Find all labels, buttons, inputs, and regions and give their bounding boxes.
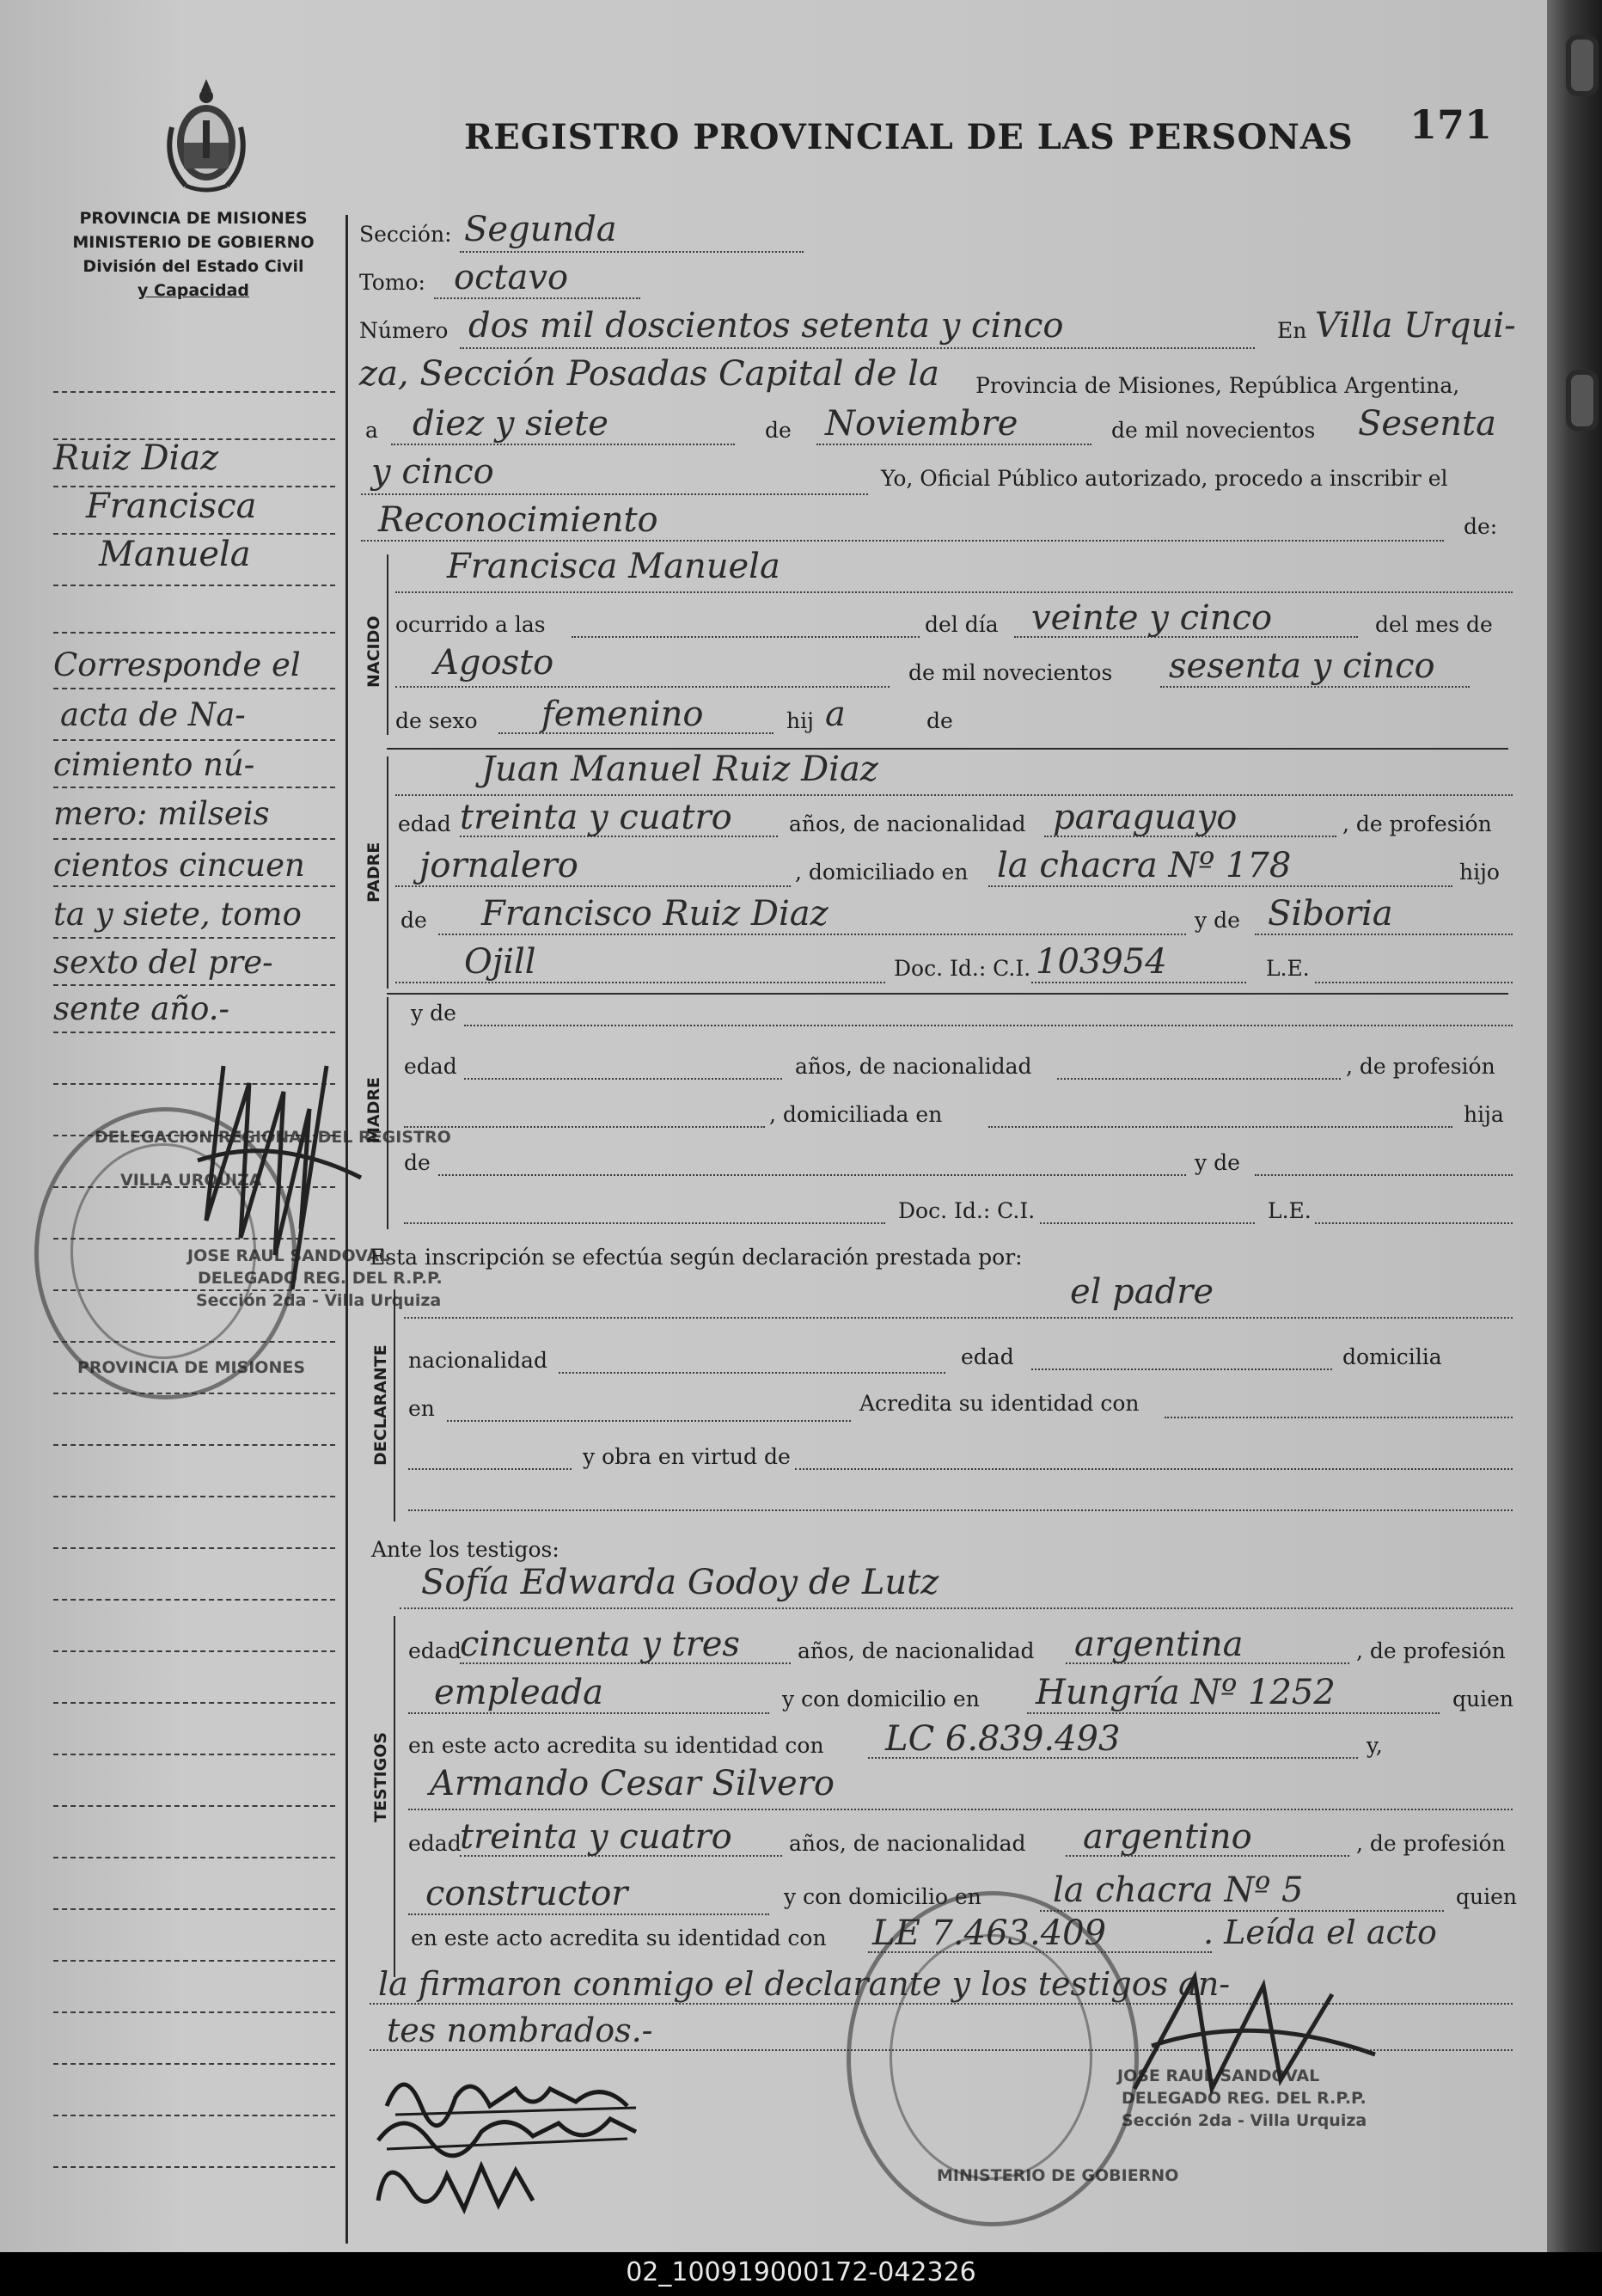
numero-label: Número (359, 318, 449, 343)
dotted-line (404, 1317, 1513, 1319)
official-stamp-title: DELEGADO REG. DEL R.P.P. (198, 1269, 443, 1288)
dotted-line (391, 444, 735, 445)
ministry-division: División del Estado Civil (83, 257, 304, 276)
madre-domiciliada-label: , domiciliada en (769, 1102, 943, 1127)
binder-ring (1566, 370, 1599, 432)
father-address-value: la chacra Nº 178 (997, 846, 1292, 885)
dotted-line (395, 982, 885, 983)
margin-rule (53, 585, 335, 586)
en-value: Villa Urqui- (1315, 306, 1516, 346)
dotted-line (447, 1420, 851, 1422)
madre-profesion-label: , de profesión (1346, 1054, 1495, 1079)
de-label: de (765, 418, 792, 443)
dotted-line (438, 1174, 1186, 1176)
ministry-province: PROVINCIA DE MISIONES (79, 209, 308, 228)
madre-de-label: de (404, 1150, 431, 1175)
margin-rule (53, 1805, 335, 1807)
padre-doc-label: Doc. Id.: C.I. (894, 956, 1031, 981)
paternal-grandfather-value: Francisco Ruiz Diaz (481, 894, 829, 934)
en-label: En (1277, 318, 1307, 343)
section-border (394, 1616, 395, 1977)
year-value: Sesenta (1358, 404, 1496, 444)
margin-note-line: sexto del pre- (53, 944, 273, 981)
margin-note-line: sente año.- (53, 990, 230, 1027)
padre-hijo-label: hijo (1459, 860, 1500, 885)
dotted-line (1040, 1910, 1444, 1912)
margin-rule (53, 2115, 335, 2116)
child-name: Francisca Manuela (447, 547, 780, 586)
dotted-line (395, 591, 1513, 593)
father-name: Juan Manuel Ruiz Diaz (481, 750, 878, 789)
dotted-line (1031, 1368, 1332, 1370)
binder-spine (1547, 0, 1602, 2252)
dotted-line (1165, 1417, 1513, 1418)
tomo-value: octavo (454, 258, 569, 297)
dotted-line (1315, 982, 1513, 983)
margin-rule (53, 391, 335, 393)
margin-note-line: ta y siete, tomo (53, 896, 302, 933)
dotted-line (408, 1809, 1513, 1810)
declarante-nacionalidad-label: nacionalidad (408, 1348, 547, 1373)
birth-year-prefix: de mil novecientos (908, 660, 1113, 685)
margin-rule (53, 1857, 335, 1858)
del-mes-label: del mes de (1375, 612, 1493, 637)
w2-domicilio-label: y con domicilio en (784, 1884, 981, 1909)
seccion-label: Sección: (359, 222, 452, 247)
birth-year-value: sesenta y cinco (1169, 646, 1435, 686)
w2-edad-label: edad (408, 1831, 462, 1856)
dotted-line (460, 1662, 791, 1664)
officer-text: Yo, Oficial Público autorizado, procedo a inscribir el (881, 466, 1448, 491)
witness2-age-value: treinta y cuatro (460, 1817, 732, 1857)
declarante-acredita-label: Acredita su identidad con (859, 1391, 1140, 1416)
section-border (387, 756, 388, 989)
w2-acredita-label: en este acto acredita su identidad con (411, 1926, 827, 1950)
section-border (387, 554, 388, 735)
dotted-line (464, 1025, 1513, 1026)
margin-name-line: Francisca (86, 487, 257, 526)
witness1-address-value: Hungría Nº 1252 (1036, 1673, 1336, 1712)
witness1-age-value: cincuenta y tres (460, 1625, 740, 1664)
ministry-block (47, 206, 339, 303)
declarant-value: el padre (1070, 1272, 1214, 1312)
dotted-line (1014, 636, 1358, 638)
father-nationality-value: paraguayo (1053, 798, 1238, 837)
margin-rule (53, 1650, 335, 1652)
margin-rule (53, 1754, 335, 1755)
dotted-line (1027, 1712, 1440, 1714)
margin-rule (53, 1444, 335, 1446)
w1-quien-label: quien (1452, 1687, 1513, 1711)
tomo-label: Tomo: (359, 270, 425, 295)
margin-rule (53, 885, 335, 887)
dotted-line (395, 885, 791, 887)
margin-rule (53, 838, 335, 840)
madre-hija-label: hija (1464, 1102, 1504, 1127)
testigos-intro: Ante los testigos: (371, 1537, 559, 1562)
witness1-nationality-value: argentina (1074, 1625, 1244, 1664)
margin-note-line: Corresponde el (53, 646, 301, 683)
dotted-line (395, 686, 890, 688)
official-stamp-name: JOSE RAUL SANDOVAL (1117, 2066, 1320, 2085)
closing-text-1: . Leída el acto (1203, 1913, 1437, 1951)
ministry-name: MINISTERIO DE GOBIERNO (72, 233, 315, 252)
margin-rule (53, 1908, 335, 1910)
registry-title: REGISTRO PROVINCIAL DE LAS PERSONAS (464, 117, 1354, 157)
margin-note-line: cimiento nú- (53, 746, 255, 783)
margin-rule (53, 937, 335, 939)
margin-name-line: Ruiz Diaz (53, 438, 219, 478)
dotted-line (464, 1078, 782, 1080)
page-number: 171 (1409, 101, 1493, 148)
place-value: za, Sección Posadas Capital de la (359, 354, 939, 394)
seal-text: PROVINCIA DE MISIONES (77, 1358, 306, 1377)
dotted-line (1057, 1078, 1341, 1080)
dotted-line (408, 1468, 572, 1470)
declarante-intro: Esta inscripción se efectúa según declaración prestada por: (370, 1245, 1023, 1270)
w2-profesion-label: , de profesión (1356, 1831, 1506, 1856)
margin-rule (53, 1599, 335, 1601)
w1-y-label: y, (1367, 1733, 1383, 1758)
section-divider (387, 993, 1508, 995)
paternal-grandmother-value: Siboria (1268, 894, 1393, 934)
del-dia-label: del día (925, 612, 999, 637)
dotted-line (438, 934, 1186, 935)
margin-rule (53, 1702, 335, 1704)
w1-acredita-label: en este acto acredita su identidad con (408, 1733, 824, 1758)
hij-suffix: a (825, 695, 846, 734)
w1-anos-label: años, de nacionalidad (798, 1638, 1035, 1663)
dotted-line (795, 1468, 1513, 1470)
dotted-line (404, 1126, 765, 1128)
madre-edad-label: edad (404, 1054, 457, 1079)
ocurrido-label: ocurrido a las (395, 612, 546, 637)
dotted-line (988, 1126, 1452, 1128)
father-profession-value: jornalero (419, 846, 578, 885)
margin-rule (53, 1547, 335, 1549)
dotted-line (434, 297, 640, 299)
witness1-id-value: LC 6.839.493 (885, 1719, 1121, 1759)
seal-text: DELEGACION REGIONAL DEL REGISTRO (95, 1128, 451, 1147)
padre-le-label: L.E. (1266, 956, 1310, 981)
margin-rule (53, 1960, 335, 1962)
witness1-name: Sofía Edwarda Godoy de Lutz (421, 1563, 939, 1602)
dotted-line (1315, 1222, 1513, 1224)
dotted-line (1066, 1662, 1349, 1664)
dotted-line (572, 636, 920, 638)
dotted-line (361, 540, 1444, 542)
madre-le-label: L.E. (1268, 1198, 1312, 1223)
image-identifier: 02_100919000172-042326 (626, 2257, 976, 2287)
declarante-section-label: DECLARANTE (371, 1344, 390, 1466)
margin-rule (53, 787, 335, 788)
margin-note-line: mero: milseis (53, 795, 270, 832)
w2-quien-label: quien (1456, 1884, 1517, 1909)
sexo-label: de sexo (395, 708, 478, 733)
closing-text-2: la firmaron conmigo el declarante y los testigos an- (378, 1965, 1231, 2003)
padre-anos-label: años, de nacionalidad (789, 811, 1026, 836)
dotted-line (395, 794, 1513, 796)
dotted-line (460, 251, 804, 253)
dotted-line (1040, 1222, 1255, 1224)
testigos-section-label: TESTIGOS (371, 1731, 390, 1822)
padre-domiciliado-label: , domiciliado en (795, 860, 969, 885)
numero-value: dos mil doscientos setenta y cinco (468, 306, 1064, 346)
dotted-line (1031, 982, 1246, 983)
dotted-line (460, 836, 778, 837)
nacido-section-label: NACIDO (364, 615, 383, 688)
witness2-nationality-value: argentino (1083, 1817, 1252, 1857)
official-stamp-title: DELEGADO REG. DEL R.P.P. (1122, 2089, 1367, 2108)
padre-edad-label: edad (398, 811, 451, 836)
official-stamp-name: JOSE RAUL SANDOVAL (187, 1246, 390, 1265)
dotted-line (408, 1509, 1513, 1511)
ministry-capacity: y Capacidad (138, 281, 249, 300)
de-end-label: de: (1464, 514, 1498, 539)
w2-anos-label: años, de nacionalidad (789, 1831, 1026, 1856)
witness2-name: Armando Cesar Silvero (430, 1764, 835, 1803)
margin-note-line: acta de Na- (60, 696, 246, 733)
father-age-value: treinta y cuatro (460, 798, 732, 837)
sexo-value: femenino (541, 695, 704, 734)
w1-edad-label: edad (408, 1638, 462, 1663)
official-signature-right (1117, 1960, 1409, 2115)
padre-de-label: de (400, 908, 427, 933)
closing-text-3: tes nombrados.- (387, 2011, 653, 2049)
dotted-line (404, 1222, 885, 1224)
madre-anos-label: años, de nacionalidad (795, 1054, 1032, 1079)
madre-y-de-label: y de (411, 1001, 456, 1026)
madre-section-label: MADRE (364, 1077, 383, 1143)
witness2-id-value: LE 7.463.409 (872, 1913, 1107, 1953)
year-value-continued: y cinco (371, 452, 494, 492)
margin-rule (53, 2166, 335, 2168)
witness2-profession-value: constructor (425, 1874, 628, 1913)
father-document-number: 103954 (1036, 942, 1167, 982)
dotted-line (988, 885, 1452, 887)
birth-day-value: veinte y cinco (1031, 598, 1273, 638)
dotted-line (400, 1607, 1513, 1609)
birth-month-value: Agosto (434, 643, 554, 683)
declarante-en-label: en (408, 1396, 435, 1421)
declarante-edad-label: edad (961, 1344, 1014, 1369)
margin-rule (53, 2063, 335, 2065)
margin-rule (53, 984, 335, 986)
paternal-grandmother-continued: Ojill (464, 942, 536, 982)
coat-of-arms-icon (160, 76, 253, 196)
dotted-line (1255, 1174, 1513, 1176)
margin-name-line: Manuela (99, 535, 251, 574)
margin-rule (53, 2011, 335, 2013)
act-type-value: Reconocimiento (378, 500, 658, 540)
official-signature-left (172, 1032, 395, 1341)
dotted-line (408, 1712, 769, 1714)
margin-rule (53, 1496, 335, 1497)
dotted-line (460, 1855, 782, 1857)
dotted-line (460, 347, 1255, 349)
dotted-line (498, 732, 773, 734)
official-stamp-place: Sección 2da - Villa Urquiza (1122, 2111, 1367, 2130)
padre-section-label: PADRE (364, 842, 383, 903)
seal-text: MINISTERIO DE GOBIERNO (937, 2166, 1179, 2185)
dotted-line (1044, 836, 1336, 837)
binder-ring (1566, 34, 1599, 96)
seal-text: VILLA URQUIZA (120, 1171, 262, 1190)
province-text: Provincia de Misiones, República Argentina, (975, 373, 1460, 398)
margin-rule (53, 688, 335, 689)
a-label: a (365, 418, 378, 443)
padre-y-de-label: y de (1195, 908, 1240, 933)
official-stamp-place: Sección 2da - Villa Urquiza (196, 1291, 442, 1310)
dotted-line (1160, 686, 1470, 688)
w1-profesion-label: , de profesión (1356, 1638, 1506, 1663)
seccion-value: Segunda (464, 210, 617, 249)
declarante-obra-label: y obra en virtud de (583, 1444, 791, 1469)
witness2-signature (361, 2140, 559, 2226)
dotted-line (868, 1757, 1358, 1759)
witness2-address-value: la chacra Nº 5 (1053, 1870, 1304, 1910)
witness1-profession-value: empleada (434, 1673, 603, 1712)
official-seal-right-inner (890, 1934, 1092, 2180)
w1-domicilio-label: y con domicilio en (782, 1687, 980, 1711)
madre-doc-label: Doc. Id.: C.I. (898, 1198, 1036, 1223)
dotted-line (408, 1913, 769, 1915)
padre-profesion-label: , de profesión (1342, 811, 1492, 836)
hij-label: hij (786, 708, 814, 733)
dotted-line (1066, 1855, 1349, 1857)
hij-de-label: de (926, 708, 953, 733)
year-prefix: de mil novecientos (1111, 418, 1316, 443)
dotted-line (361, 493, 868, 495)
day-value: diez y siete (413, 404, 608, 444)
month-value: Noviembre (825, 404, 1018, 444)
declarante-domicilia-label: domicilia (1342, 1344, 1442, 1369)
margin-rule (53, 632, 335, 634)
madre-y-de-label-2: y de (1195, 1150, 1240, 1175)
margin-rule (53, 739, 335, 741)
dotted-line (816, 444, 1091, 445)
dotted-line (559, 1372, 945, 1374)
margin-note-line: cientos cincuen (53, 847, 305, 884)
dotted-line (1255, 934, 1513, 935)
